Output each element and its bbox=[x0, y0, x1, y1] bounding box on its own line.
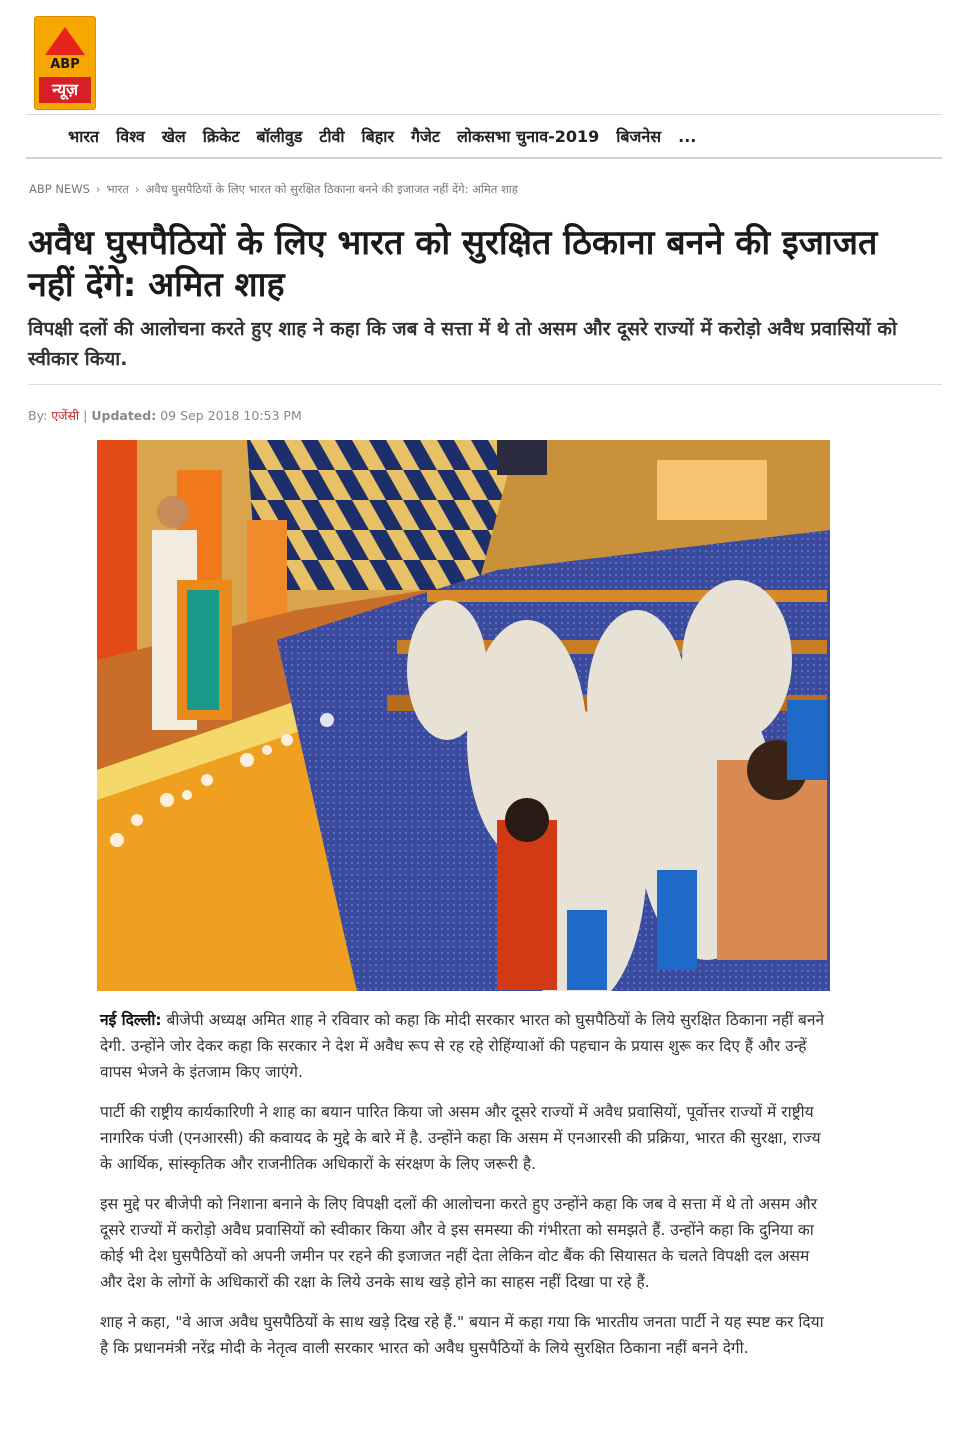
article-subheadline: विपक्षी दलों की आलोचना करते हुए शाह ने कहा कि जब वे सत्ता में थे तो असम और दूसरे राज्यों में करोड़ो अवैध प्रवासियों को स्वीकार किया. bbox=[28, 318, 897, 370]
breadcrumb-item-home[interactable]: ABP NEWS bbox=[29, 182, 90, 196]
abp-news-logo[interactable] bbox=[34, 16, 96, 110]
breadcrumb bbox=[29, 182, 518, 197]
nav-item-bharat[interactable]: भारत bbox=[68, 127, 100, 146]
nav-item-business[interactable]: बिजनेस bbox=[616, 127, 662, 146]
nav-item-gadget[interactable]: गैजेट bbox=[411, 127, 440, 146]
article-paragraph-text: बीजेपी अध्यक्ष अमित शाह ने रविवार को कहा कि मोदी सरकार भारत को घुसपैठियों के लिये सुरक्षित ठिकाना नहीं बनने देगी. उन्होंने जोर देकर कहा कि सरकार ने देश में अवैध रूप से रह रहे रोहिंग्याओं की पहचान के प्रयास शुरू कर दिए हैं और उन्हें वापस भेजने के इंतजाम किए जाएंगे. bbox=[100, 1011, 825, 1081]
byline-timestamp: 09 Sep 2018 10:53 PM bbox=[160, 408, 302, 423]
nav-item-cricket[interactable]: क्रिकेट bbox=[202, 127, 240, 146]
breadcrumb-item-section[interactable]: भारत bbox=[106, 182, 129, 196]
byline-divider: | bbox=[83, 408, 88, 423]
main-nav bbox=[26, 114, 942, 159]
logo-brand-text: ABP bbox=[50, 57, 80, 72]
breadcrumb-separator-icon: › bbox=[134, 182, 140, 196]
byline-author-link[interactable]: एजेंसी bbox=[51, 408, 80, 423]
nav-item-khel[interactable]: खेल bbox=[161, 127, 186, 146]
nav-item-loksabha-election[interactable]: लोकसभा चुनाव-2019 bbox=[456, 127, 600, 146]
breadcrumb-item-current: अवैध घुसपैठियों के लिए भारत को सुरक्षित ठिकाना बनने की इजाजत नहीं देंगे: अमित शाह bbox=[145, 182, 518, 196]
divider bbox=[28, 384, 942, 385]
nav-item-bollywood[interactable]: बॉलीवुड bbox=[256, 127, 303, 146]
article-body bbox=[100, 1007, 836, 1375]
byline-by-label: By: bbox=[28, 408, 48, 423]
article-hero-image bbox=[97, 440, 830, 991]
article-paragraph: पार्टी की राष्ट्रीय कार्यकारिणी ने शाह का बयान पारित किया जो असम और दूसरे राज्यों में अवैध प्रवासियों, पूर्वोत्तर राज्यों में राष्ट्रीय नागरिक पंजी (एनआरसी) की कवायद के मुद्दे के बारे में है. उन्होंने कहा कि असम में एनआरसी की प्रक्रिया, भारत की सुरक्षा, राज्य के आर्थिक, सांस्कृतिक और राजनीतिक अधिकारों के संरक्षण के लिए जरूरी है. bbox=[100, 1103, 821, 1173]
nav-more-button[interactable]: ... bbox=[678, 126, 697, 146]
nav-item-bihar[interactable]: बिहार bbox=[361, 127, 394, 146]
article-paragraph bbox=[100, 1007, 836, 1085]
logo-sub-text: न्यूज़ bbox=[39, 77, 91, 103]
article-paragraph: शाह ने कहा, "वे आज अवैध घुसपैठियों के साथ खड़े दिख रहे हैं." बयान में कहा गया कि भारतीय जनता पार्टी ने यह स्पष्ट कर दिया है कि प्रधानमंत्री नरेंद्र मोदी के नेतृत्व वाली सरकार भारत को अवैध घुसपैठियों के लिये सुरक्षित ठिकाना नहीं बनने देगी. bbox=[100, 1313, 824, 1357]
byline-updated-label: Updated: bbox=[91, 408, 157, 423]
nav-item-tv[interactable]: टीवी bbox=[319, 127, 345, 146]
article-headline: अवैध घुसपैठियों के लिए भारत को सुरक्षित ठिकाना बनने की इजाजत नहीं देंगे: अमित शाह bbox=[28, 223, 878, 305]
article-dateline: नई दिल्ली: bbox=[100, 1011, 162, 1029]
breadcrumb-separator-icon: › bbox=[95, 182, 101, 196]
article-paragraph: इस मुद्दे पर बीजेपी को निशाना बनाने के लिए विपक्षी दलों की आलोचना करते हुए उन्होंने कहा कि जब वे सत्ता में थे तो असम और दूसरे राज्यों में करोड़ो अवैध प्रवासियों को स्वीकार किया और वे इस समस्या की गंभीरता को समझते हैं. उन्होंने कहा कि दुनिया का कोई भी देश घुसपैठियों को अपनी जमीन पर रहने की इजाजत नहीं देता लेकिन वोट बैंक की सियासत के चलते विपक्षी दल असम और देश के लोगों के अधिकारों की रक्षा के लिये उनके साथ खड़े होने का साहस नहीं दिखा पा रहे हैं. bbox=[100, 1195, 818, 1291]
article-byline bbox=[28, 407, 302, 424]
logo-triangle-icon bbox=[45, 27, 85, 55]
nav-item-vishwa[interactable]: विश्व bbox=[116, 127, 145, 146]
